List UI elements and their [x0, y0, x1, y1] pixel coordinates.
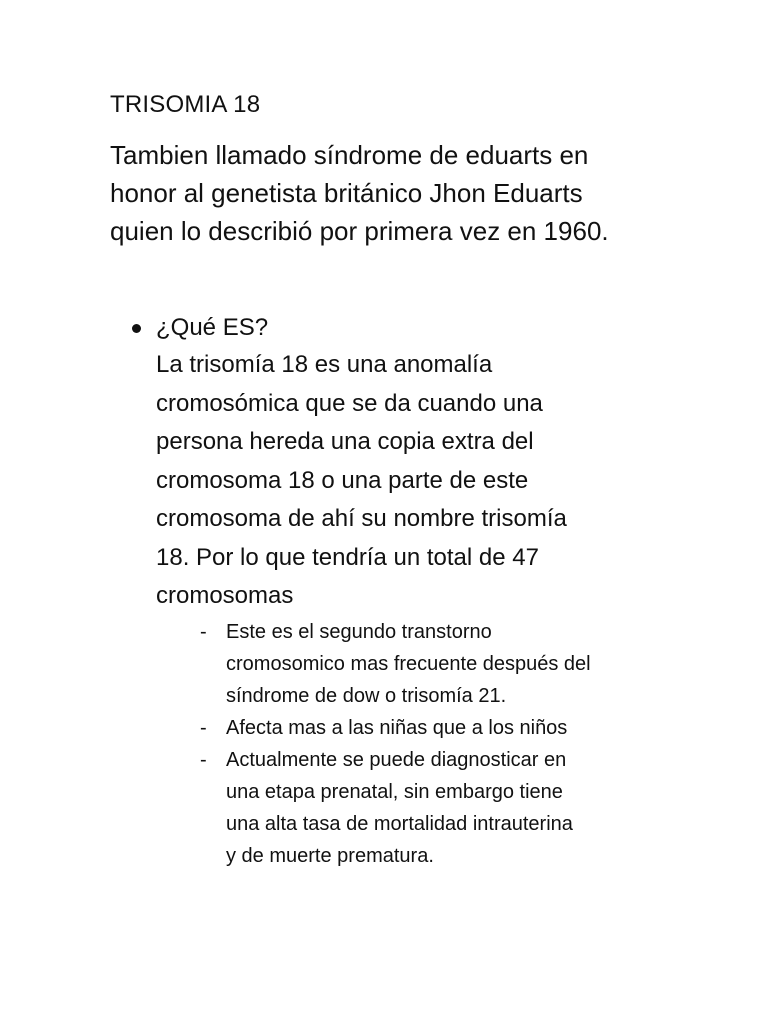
- list-item: [200, 712, 732, 744]
- bullet-heading-row: [132, 310, 732, 346]
- bullet-section: [132, 310, 732, 872]
- definition-paragraph: [156, 346, 732, 616]
- bullet-dot-icon: [132, 324, 141, 333]
- dash-marker: -: [200, 748, 207, 771]
- intro-paragraph: [110, 136, 700, 250]
- list-item-line: una etapa prenatal, sin embargo tiene: [226, 780, 563, 803]
- definition-line: cromosómica que se da cuando una: [156, 389, 543, 417]
- dash-marker: -: [200, 620, 207, 643]
- list-item-line: síndrome de dow o trisomía 21.: [226, 684, 507, 707]
- list-item-line: cromosomico mas frecuente después del: [226, 652, 591, 675]
- list-item: [200, 616, 732, 712]
- intro-line: honor al genetista británico Jhon Eduarts: [110, 178, 583, 208]
- definition-line: cromosoma 18 o una parte de este: [156, 466, 529, 494]
- list-item-line: Este es el segundo transtorno: [226, 620, 492, 643]
- intro-line: Tambien llamado síndrome de eduarts en: [110, 140, 589, 170]
- bullet-heading: ¿Qué ES?: [156, 314, 269, 341]
- dash-marker: -: [200, 716, 207, 739]
- dash-list: [200, 616, 732, 872]
- list-item-line: una alta tasa de mortalidad intrauterina: [226, 812, 573, 835]
- list-item: [200, 744, 732, 872]
- definition-line: cromosoma de ahí su nombre trisomía: [156, 505, 567, 532]
- document-title: TRISOMIA 18: [110, 91, 261, 118]
- definition-line: La trisomía 18 es una anomalía: [156, 351, 493, 378]
- definition-line: persona hereda una copia extra del: [156, 428, 534, 455]
- definition-line: 18. Por lo que tendría un total de 47: [156, 543, 539, 571]
- definition-line: cromosomas: [156, 582, 294, 609]
- list-item-line: Actualmente se puede diagnosticar en: [226, 748, 567, 771]
- list-item-line: Afecta mas a las niñas que a los niños: [226, 716, 568, 739]
- intro-line: quien lo describió por primera vez en 1960.: [110, 216, 609, 246]
- list-item-line: y de muerte prematura.: [226, 844, 434, 867]
